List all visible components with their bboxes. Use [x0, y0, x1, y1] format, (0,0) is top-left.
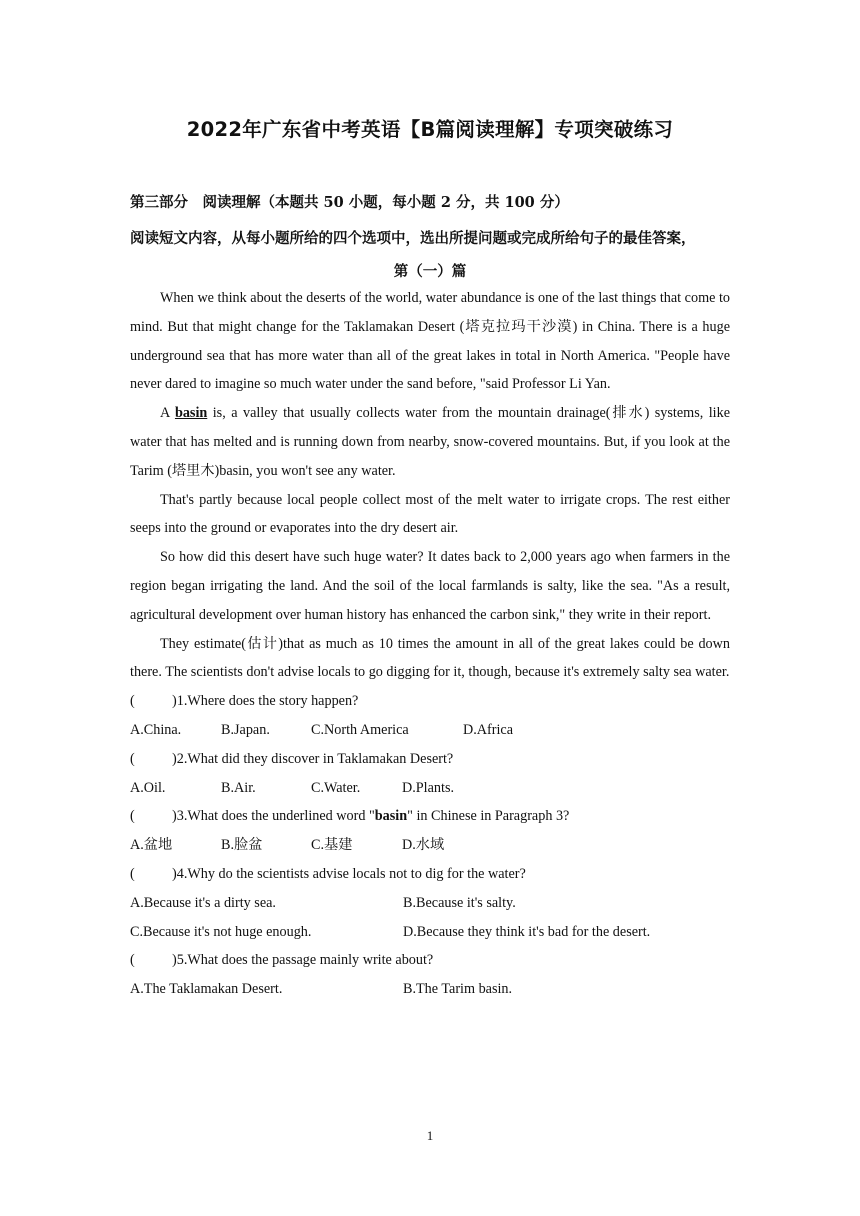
instruction-text: 阅读短文内容，从每小题所给的四个选项中，选出所提问题或完成所给句子的最佳答案， — [130, 230, 696, 247]
question-2 — [130, 745, 730, 774]
paren-open: ( — [130, 693, 135, 710]
question-1 — [130, 687, 730, 716]
page-number: 1 — [426, 1128, 434, 1143]
question-3 — [130, 802, 730, 831]
option-b: B.Japan. — [221, 721, 270, 738]
option-a: A.盆地 — [130, 837, 173, 854]
question-1-options — [130, 716, 730, 745]
paren-open: ( — [130, 952, 135, 969]
option-b: B.Because it's salty. — [403, 894, 516, 911]
option-c: C.Because it's not huge enough. — [130, 923, 312, 940]
paragraph-2-rest: is, a valley that usually collects water from the mountain drainage(排水) systems, like water that has melted and is running down from nearby, snow-covered mountains. But, if you look at the Tarim (塔里木)basin, you won't see any water. — [130, 405, 730, 479]
question-text-end: " in Chinese in Paragraph 3? — [407, 808, 570, 825]
paragraph-2-start: A — [160, 405, 175, 422]
paragraph-3: That's partly because local people collect most of the melt water to irrigate crops. The rest either seeps into the ground or evaporates into the dry desert air. — [130, 491, 730, 537]
question-4 — [130, 860, 730, 889]
question-5-options — [130, 975, 730, 1004]
option-b: B.The Tarim basin. — [403, 981, 513, 998]
paragraph-4: So how did this desert have such huge water? It dates back to 2,000 years ago when farmers in the region began irrigating the land. And the soil of the local farmlands is salty, like the sea. "As a result, agricultural development over human history has enhanced the carbon sink," they write in their report. — [130, 549, 730, 623]
keyword-basin: basin — [174, 405, 208, 422]
paren-close: ) — [172, 808, 177, 825]
page-title: 2022年广东省中考英语【B篇阅读理解】专项突破练习 — [186, 118, 674, 141]
question-text: 5.What does the passage mainly write about? — [176, 952, 434, 969]
paragraph-2 — [130, 399, 730, 485]
answer-blank[interactable] — [130, 860, 172, 889]
option-c: C.Water. — [311, 779, 361, 796]
option-b: B.Air. — [221, 779, 256, 796]
paren-open: ( — [130, 750, 135, 767]
paragraph-1: When we think about the deserts of the world, water abundance is one of the last things that come to mind. But that might change for the Taklamakan Desert (塔克拉玛干沙漠) in China. There is a huge underground sea that has more water than all of the great lakes in total in North America. "People have never dared to imagine so much water under the sand before, "said Professor Li Yan. — [130, 290, 730, 393]
question-keyword: basin — [374, 808, 408, 825]
passage-heading: 第（一）篇 — [393, 263, 467, 280]
option-d: D.Because they think it's bad for the desert. — [403, 923, 651, 940]
paren-close: ) — [172, 750, 177, 767]
question-text: 3.What does the underlined word " — [176, 808, 375, 825]
paren-close: ) — [172, 952, 177, 969]
answer-blank[interactable] — [130, 802, 172, 831]
option-a: A.Because it's a dirty sea. — [130, 894, 276, 911]
paragraph-5: They estimate(估计)that as much as 10 times the amount in all of the great lakes could be down there. The scientists don't advise locals to go digging for it, though, because it's extremely salty sea water. — [130, 635, 730, 681]
paren-open: ( — [130, 808, 135, 825]
option-a: A.China. — [130, 721, 182, 738]
answer-blank[interactable] — [130, 946, 172, 975]
option-c: C.基建 — [311, 837, 353, 854]
option-d: D.Plants. — [402, 779, 455, 796]
answer-blank[interactable] — [130, 745, 172, 774]
question-3-options — [130, 831, 730, 860]
option-a: A.The Taklamakan Desert. — [130, 981, 283, 998]
option-d: D.Africa — [463, 721, 514, 738]
question-text: 2.What did they discover in Taklamakan Desert? — [176, 750, 454, 767]
option-b: B.脸盆 — [221, 837, 263, 854]
question-4-options-row-2 — [130, 918, 730, 947]
section-heading: 第三部分 阅读理解（本题共 50 小题，每小题 2 分，共 100 分） — [130, 194, 569, 211]
question-5 — [130, 946, 730, 975]
question-text: 4.Why do the scientists advise locals not to dig for the water? — [176, 865, 526, 882]
paren-close: ) — [172, 693, 177, 710]
paren-close: ) — [172, 865, 177, 882]
paren-open: ( — [130, 865, 135, 882]
question-text: 1.Where does the story happen? — [176, 693, 359, 710]
question-4-options-row-1 — [130, 889, 730, 918]
passage-body — [130, 284, 730, 1004]
option-d: D.水域 — [402, 837, 445, 854]
answer-blank[interactable] — [130, 687, 172, 716]
option-c: C.North America — [311, 721, 409, 738]
question-2-options — [130, 774, 730, 803]
option-a: A.Oil. — [130, 779, 166, 796]
